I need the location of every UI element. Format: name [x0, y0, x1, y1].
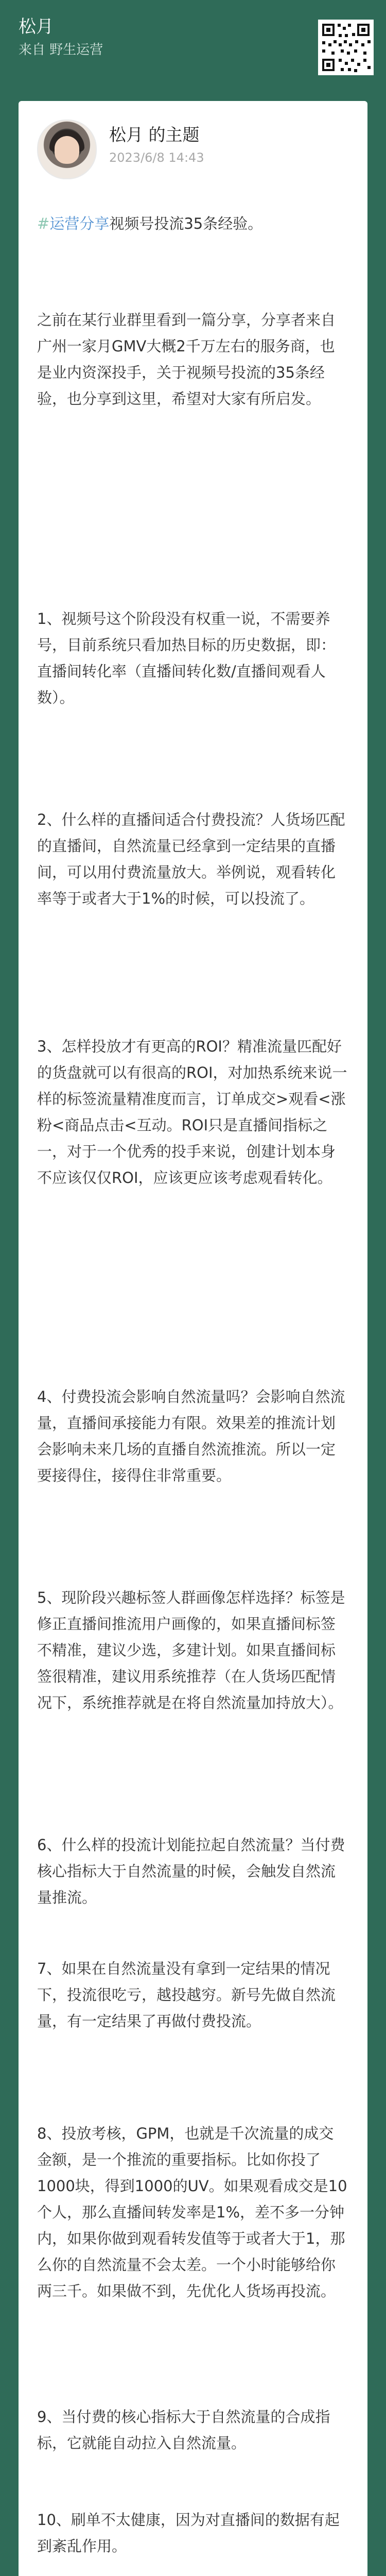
avatar-face [55, 136, 79, 164]
header [0, 0, 386, 91]
paragraph-2: 2、什么样的直播间适合付费投流？人货场匹配的直播间，自然流量已经拿到一定结果的直播间，可以用付费流量放大。举例说，观看转化率等于或者大于1%的时候，可以投流了。 [37, 811, 345, 907]
paragraph-9: 9、当付费的核心指标大于自然流量的合成指标，它就能自动拉入自然流量。 [37, 2408, 330, 2452]
hash-icon: # [37, 215, 50, 232]
author-row [19, 101, 367, 204]
paragraph-4: 4、付费投流会影响自然流量吗？会影响自然流量，直播间承接能力有限。效果差的推流计划会影响未来几场的直播自然流推流。所以一定要接得住，接得住非常重要。 [37, 1388, 345, 1484]
paragraph-1: 1、视频号这个阶段没有权重一说，不需要养号，目前系统只看加热目标的历史数据，即：直播间转化率（直播间转化数/直播间观看人数）。 [37, 610, 336, 706]
avatar[interactable] [37, 120, 97, 179]
paragraph-7: 7、如果在自然流量没有拿到一定结果的情况下，投流很吃亏，越投越穷。新号先做自然流量，有一定结果了再做付费投流。 [37, 1960, 336, 2030]
paragraph-intro: 之前在某行业群里看到一篇分享，分享者来自广州一家月GMV大概2千万左右的服务商，也是业内资深投手，关于视频号投流的35条经验，也分享到这里，希望对大家有所启发。 [37, 311, 336, 408]
paragraph-8: 8、投放考核，GPM，也就是千次流量的成交金额，是一个推流的重要指标。比如你投了1000块，得到1000的UV。如果观看成交是10个人，那么直播间转发率是1%，差不多一分钟内，如果你做到观看转发值等于或者大于1，那么你的自然流量不会太差。一个小时能够给你两三千。如果做不到，先优化人货场再投流。 [37, 2125, 347, 2300]
author-topic: 松月 的主题 [109, 125, 200, 145]
header-title: 松月 [19, 16, 54, 37]
paragraph-10: 10、刷单不太健康，因为对直播间的数据有起到紊乱作用。 [37, 2511, 340, 2555]
topic-line [37, 212, 262, 235]
paragraph-5: 5、现阶段兴趣标签人群画像怎样选择？标签是修正直播间推流用户画像的，如果直播间标签不精准，建议少选，多建计划。如果直播间标签很精准，建议用系统推荐（在人货场匹配情况下，系统推荐就是在将自然流量加持放大）。 [37, 1589, 345, 1711]
paragraph-6: 6、什么样的投流计划能拉起自然流量？当付费核心指标大于自然流量的时候，会触发自然流量推流。 [37, 1836, 345, 1906]
qr-code-icon[interactable] [318, 20, 374, 75]
topic-link[interactable]: 运营分享 [49, 215, 110, 232]
header-subtitle: 来自 野生运营 [19, 42, 103, 58]
post-time: 2023/6/8 14:43 [109, 150, 204, 165]
paragraph-3: 3、怎样投放才有更高的ROI？精准流量匹配好的货盘就可以有很高的ROI，对加热系统来说一样的标签流量精准度而言，订单成交>观看<涨粉<商品点击<互动。ROI只是直播间指标之一，对于一个优秀的投手来说，创建计划本身不应该仅仅ROI，应该更应该考虑观看转化。 [37, 1038, 347, 1187]
topic-text: 视频号投流35条经验。 [109, 215, 263, 232]
post-card [19, 101, 367, 2576]
